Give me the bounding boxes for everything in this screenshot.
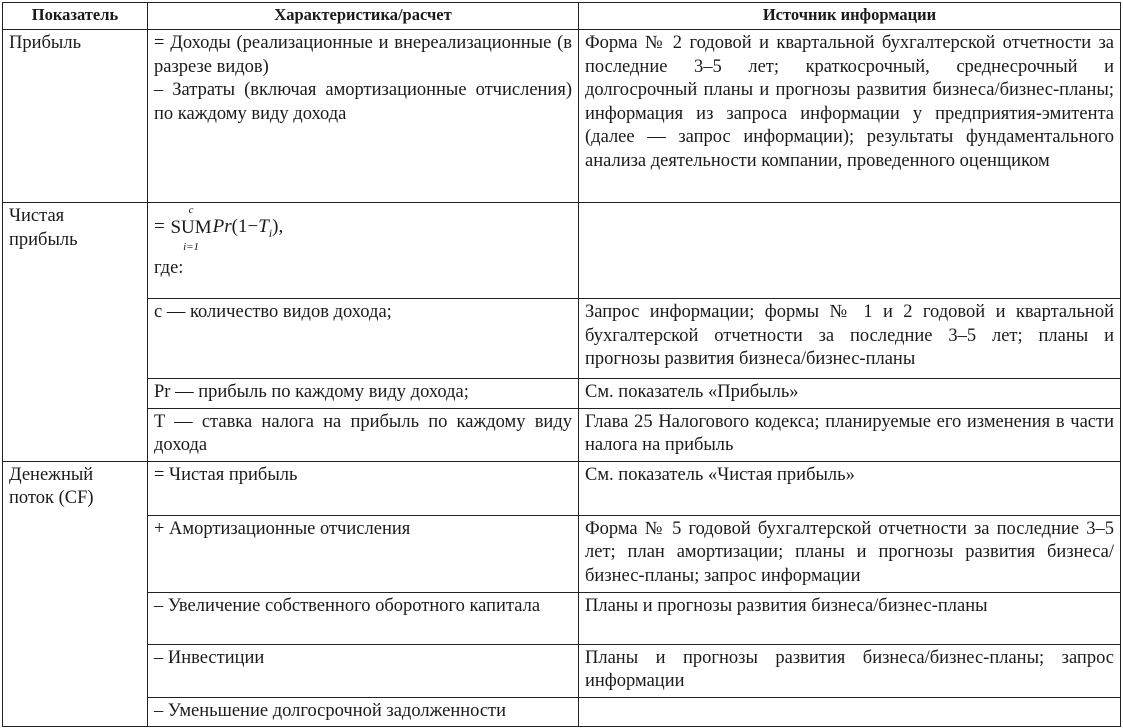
header-source: Источник информации [579, 3, 1121, 30]
source-net-profit-formula [579, 203, 1121, 299]
source-pr: См. показатель «Прибыль» [579, 379, 1121, 409]
net-profit-formula-cell [148, 203, 579, 299]
source-c: Запрос информации; формы № 1 и 2 годовой и квартальной бухгалтерской отчетности за последние 3–5 лет; планы и прогнозы развития бизнеса/бизнес-планы [579, 299, 1121, 379]
formula-pr: Pr [212, 216, 232, 237]
table-row-cash-flow-np [3, 461, 1121, 515]
table-row-cash-flow-amort [3, 515, 1121, 592]
cash-flow-net-profit: = Чистая прибыль [148, 461, 579, 515]
table-row-cash-flow-wc [3, 592, 1121, 644]
table-row-net-profit-formula [3, 203, 1121, 299]
indicator-net-profit: Чистая прибыль [3, 203, 148, 462]
profit-income-line: = Доходы (реализационные и внереализационные (в разрезе видов) [154, 33, 572, 77]
source-amortization: Форма № 5 годовой бухгалтерской отчетности за последние 3–5 лет; план амортизации; планы и прогнозы развития бизнеса/бизнес-планы; запрос информации [579, 515, 1121, 592]
table-row-net-profit-c [3, 299, 1121, 379]
formula-where: где: [154, 258, 184, 279]
formula-t-sub: i [268, 225, 273, 240]
profit-costs-line: – Затраты (включая амортизационные отчисления) по каждому виду дохода [154, 80, 572, 124]
header-row [3, 3, 1121, 30]
source-working-capital: Планы и прогнозы развития бизнеса/бизнес-планы [579, 592, 1121, 644]
definition-c: c — количество видов дохода; [148, 299, 579, 379]
formula-close: ), [272, 216, 284, 237]
source-debt-decrease [579, 697, 1121, 727]
cash-flow-investments: – Инвестиции [148, 644, 579, 697]
indicator-profit: Прибыль [3, 30, 148, 203]
formula-equals: = [154, 216, 165, 237]
characteristic-profit [148, 30, 579, 203]
cash-flow-working-capital: – Увеличение собственного оборотного капитала [148, 592, 579, 644]
table-row-cash-flow-debt [3, 697, 1121, 727]
cash-flow-amortization: + Амортизационные отчисления [148, 515, 579, 592]
source-cash-flow-net-profit: См. показатель «Чистая прибыль» [579, 461, 1121, 515]
source-profit: Форма № 2 годовой и квартальной бухгалтерской отчетности за последние 3–5 лет; краткосрочный, среднесрочный и долгосрочный планы и прогнозы развития бизнеса/бизнес-планы; информация из запроса информации у предприятия-эмитента (далее — запрос информации); результаты фундаментального анализа деятельности компании, проведенного оценщиком [579, 30, 1121, 203]
net-profit-formula [154, 203, 284, 254]
header-characteristic: Характеристика/расчет [148, 3, 579, 30]
formula-sum-symbol: SUM [170, 216, 212, 238]
source-investments: Планы и прогнозы развития бизнеса/бизнес-планы; запрос информации [579, 644, 1121, 697]
indicators-table [2, 2, 1121, 727]
definition-t: T — ставка налога на прибыль по каждому виду дохода [148, 408, 579, 461]
definition-pr: Pr — прибыль по каждому виду дохода; [148, 379, 579, 409]
source-t: Глава 25 Налогового кодекса; планируемые его изменения в части налога на прибыль [579, 408, 1121, 461]
formula-sum-upper: c [188, 203, 194, 216]
table-row-profit [3, 30, 1121, 203]
table-row-net-profit-t [3, 408, 1121, 461]
indicator-cash-flow: Денежный поток (CF) [3, 461, 148, 727]
cash-flow-debt-decrease: – Уменьшение долгосрочной задолженности [148, 697, 579, 727]
table-row-cash-flow-inv [3, 644, 1121, 697]
formula-open: (1− [231, 216, 259, 237]
formula-sum [169, 203, 212, 254]
formula-t: T [258, 216, 269, 237]
header-indicator: Показатель [3, 3, 148, 30]
formula-sum-lower: i=1 [183, 241, 200, 254]
table-row-net-profit-pr [3, 379, 1121, 409]
